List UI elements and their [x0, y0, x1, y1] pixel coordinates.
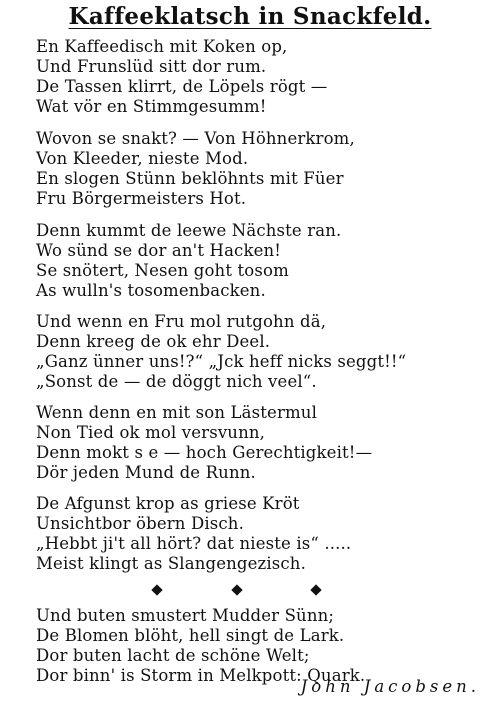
poem-line: Wo sünd se dor an't Hacken! — [36, 241, 282, 260]
ornament-dot-icon — [231, 584, 242, 595]
poem-line: Se snötert, Nesen goht tosom — [36, 261, 289, 280]
poem-line: As wulln's tosomenbacken. — [36, 281, 266, 300]
poem-line: Dor buten lacht de schöne Welt; — [36, 646, 310, 665]
poem-line: Denn kreeg de ok ehr Deel. — [36, 332, 271, 351]
poem-line: De Tassen klirrt, de Löpels rögt — — [36, 77, 328, 96]
poem-line: „Sonst de — de döggt nich veel“. — [36, 372, 317, 391]
poem-line: Wat vör en Stimmgesumm! — [36, 97, 267, 116]
poem-body — [36, 37, 486, 686]
poem-line: „Hebbt ji't all hört? dat nieste is“ ..... — [36, 534, 352, 553]
stanza-2 — [36, 129, 486, 209]
poem-line: Dor binn' is Storm in Melkpott: Quark. — [36, 666, 366, 685]
poem-line: Denn mokt s e — hoch Gerechtigkeit!— — [36, 443, 373, 462]
poem-line: De Afgunst krop as griese Kröt — [36, 494, 300, 513]
ornament-dot-icon — [310, 584, 321, 595]
ornament-dot-icon — [151, 584, 162, 595]
poem-line: Denn kummt de leewe Nächste ran. — [36, 221, 342, 240]
poem-title: Kaffeeklatsch in Snackfeld. — [68, 3, 432, 30]
poem-line: Non Tied ok mol versvunn, — [36, 423, 266, 442]
stanza-4 — [36, 312, 486, 392]
poem-line: Unsichtbor öbern Disch. — [36, 514, 244, 533]
stanza-5 — [36, 403, 486, 483]
poem-line: Dör jeden Mund de Runn. — [36, 463, 256, 482]
stanza-7 — [36, 606, 486, 686]
poem-line: Und buten smustert Mudder Sünn; — [36, 606, 335, 625]
author-signature: John Jacobsen. — [300, 677, 480, 696]
poem-line: Wovon se snakt? — Von Höhnerkrom, — [36, 129, 355, 148]
poem-line: Wenn denn en mit son Lästermul — [36, 403, 318, 422]
poem-line: Meist klingt as Slangengezisch. — [36, 554, 306, 573]
poem-line: Und Frunslüd sitt dor rum. — [36, 57, 267, 76]
poem-line: Und wenn en Fru mol rutgohn dä, — [36, 312, 327, 331]
poem-line: De Blomen blöht, hell singt de Lark. — [36, 626, 345, 645]
poem-line: Fru Börgermeisters Hot. — [36, 189, 247, 208]
stanza-6 — [36, 494, 486, 574]
poem-line: „Ganz ünner uns!?“ „Jck heff nicks seggt!!“ — [36, 352, 407, 371]
stanza-1 — [36, 37, 486, 117]
poem-line: En Kaffeedisch mit Koken op, — [36, 37, 288, 56]
stanza-3 — [36, 221, 486, 301]
poem-line: En slogen Stünn beklöhnts mit Füer — [36, 169, 344, 188]
section-divider — [36, 574, 486, 606]
poem-line: Von Kleeder, nieste Mod. — [36, 149, 249, 168]
